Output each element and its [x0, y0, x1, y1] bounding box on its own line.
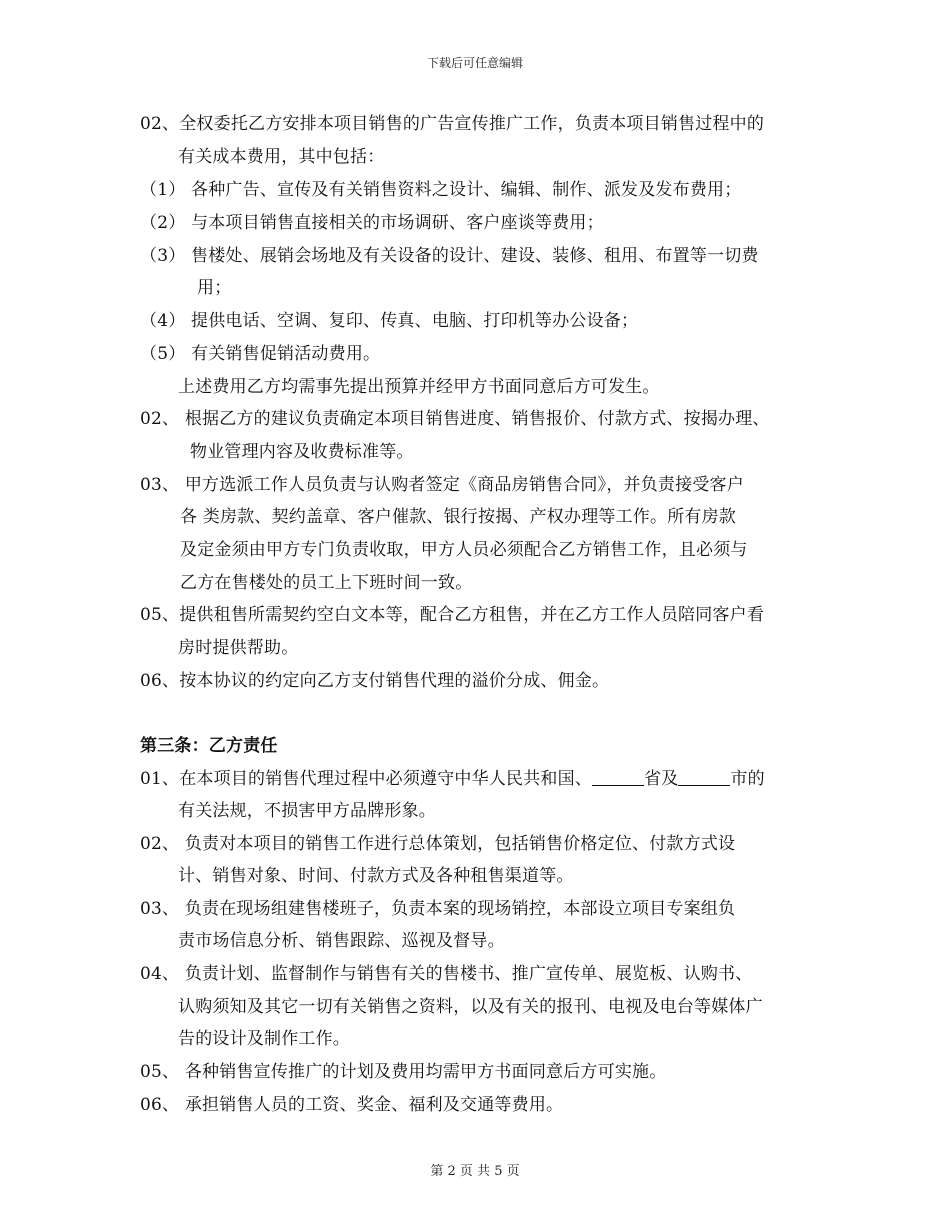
text-line: 02、 负责对本项目的销售工作进行总体策划，包括销售价格定位、付款方式设 [140, 834, 736, 854]
list-item: （2） 与本项目销售直接相关的市场调研、客户座谈等费用； [140, 213, 604, 233]
text-line: 03、 甲方选派工作人员负责与认购者签定《商品房销售合同》，并负责接受客户 [140, 475, 744, 495]
text-line: 有关成本费用，其中包括： [178, 147, 385, 167]
blank-field [592, 769, 644, 786]
text-line: 责市场信息分析、销售跟踪、巡视及督导。 [178, 931, 505, 951]
text-line: 04、 负责计划、监督制作与销售有关的售楼书、推广宣传单、展览板、认购书、 [140, 964, 753, 984]
text-line: 02、 根据乙方的建议负责确定本项目销售进度、销售报价、付款方式、按揭办理、 [140, 409, 770, 429]
text-line: 物业管理内容及收费标准等。 [190, 442, 414, 462]
text-line: 各 类房款、契约盖章、客户催款、银行按揭、产权办理等工作。所有房款 [180, 507, 737, 527]
text-line: 有关法规，不损害甲方品牌形象。 [178, 801, 436, 821]
text-line: 02、全权委托乙方安排本项目销售的广告宣传推广工作，负责本项目销售过程中的 [140, 114, 765, 134]
text-line: 上述费用乙方均需事先提出预算并经甲方书面同意后方可发生。 [178, 377, 660, 397]
text-line: 计、销售对象、时间、付款方式及各种租售渠道等。 [178, 866, 574, 886]
text-line: 及定金须由甲方专门负责收取，甲方人员必须配合乙方销售工作，且必须与 [180, 540, 748, 560]
text-line: 乙方在售楼处的员工上下班时间一致。 [180, 573, 473, 593]
text-line: 用； [197, 278, 232, 298]
text-segment: 市的 [730, 769, 765, 789]
text-segment: 省及 [644, 769, 679, 789]
page-header: 下载后可任意编辑 [426, 56, 523, 70]
text-segment: 01、在本项目的销售代理过程中必须遵守中华人民共和国、 [140, 769, 593, 789]
text-line: 告的设计及制作工作。 [178, 1029, 350, 1049]
text-line: 06、按本协议的约定向乙方支付销售代理的溢价分成、佣金。 [140, 671, 610, 691]
list-item: （1） 各种广告、宣传及有关销售资料之设计、编辑、制作、派发及发布费用； [140, 180, 742, 200]
blank-field [678, 769, 730, 786]
list-item: （3） 售楼处、展销会场地及有关设备的设计、建设、装修、租用、布置等一切费 [140, 246, 759, 266]
text-line [140, 768, 765, 790]
text-line: 房时提供帮助。 [178, 638, 299, 658]
text-line: 03、 负责在现场组建售楼班子，负责本案的现场销控，本部设立项目专案组负 [140, 899, 736, 919]
page-footer: 第 2 页 共 5 页 [430, 1164, 520, 1179]
list-item: （5） 有关销售促销活动费用。 [140, 344, 381, 364]
list-item: （4） 提供电话、空调、复印、传真、电脑、打印机等办公设备； [140, 311, 639, 331]
text-line: 06、 承担销售人员的工资、奖金、福利及交通等费用。 [140, 1095, 564, 1115]
text-line: 05、提供租售所需契约空白文本等，配合乙方租售，并在乙方工作人员陪同客户看 [140, 605, 765, 625]
text-line: 05、 各种销售宣传推广的计划及费用均需甲方书面同意后方可实施。 [140, 1062, 667, 1082]
text-line: 认购须知及其它一切有关销售之资料，以及有关的报刊、电视及电台等媒体广 [178, 997, 763, 1017]
section-heading: 第三条：乙方责任 [140, 736, 278, 756]
